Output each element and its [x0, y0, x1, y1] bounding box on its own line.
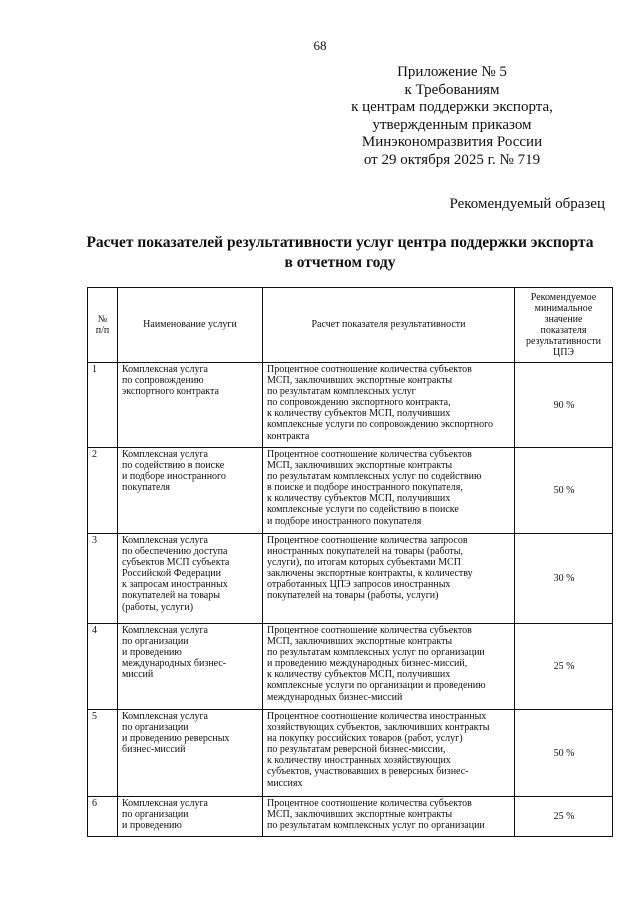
cell-line: к количеству субъектов МСП, получивших	[267, 493, 451, 505]
table-row	[88, 363, 613, 448]
header-calc	[263, 288, 515, 363]
cell-line: экспортного контракта	[122, 386, 219, 398]
results-table	[87, 287, 613, 837]
title-line: Расчет показателей результативности услуг центра поддержки экспорта	[86, 234, 594, 251]
recommended-value: 50 %	[515, 710, 613, 797]
cell-line: к количеству субъектов МСП, получивших	[267, 669, 451, 681]
cell-line: значение	[544, 313, 583, 325]
cell-line: Комплексная услуга	[122, 625, 208, 636]
cell-line: международных бизнес-	[122, 658, 227, 670]
cell-line: по организации	[122, 809, 189, 821]
cell-line: ЦПЭ	[552, 347, 575, 359]
cell-line: по содействию в поиске	[122, 460, 225, 472]
cell-line: МСП, заключивших экспортные контракты	[267, 636, 453, 648]
cell-line: Комплексная услуга	[122, 798, 208, 809]
cell-line: иностранных покупателей на товары (работы,	[267, 546, 464, 558]
service-name	[118, 363, 263, 448]
cell-line: минимальное	[534, 302, 593, 314]
table-row	[88, 624, 613, 710]
cell-line: и проведению международных бизнес-миссий,	[267, 658, 468, 670]
appendix-line: от 29 октября 2025 г. № 719	[363, 151, 541, 168]
indicator-calculation	[263, 448, 515, 534]
cell-line: по результатам комплексных услуг по организации	[267, 647, 485, 659]
appendix-line: Приложение № 5	[397, 64, 507, 80]
appendix-line: к центрам поддержки экспорта,	[351, 99, 553, 115]
cell-line: МСП, заключивших экспортные контракты	[267, 809, 453, 821]
header-value	[515, 288, 613, 363]
cell-line: Российской Федерации	[122, 568, 222, 580]
row-number: 1	[88, 363, 118, 448]
cell-line: бизнес-миссий	[122, 744, 186, 756]
cell-line: к количеству субъектов МСП, получивших	[267, 408, 451, 420]
appendix-line: Минэкономразвития России	[361, 134, 543, 150]
cell-line: (работы, услуги)	[122, 601, 194, 613]
cell-line: Комплексная услуга	[122, 535, 208, 546]
cell-line: и подборе иностранного	[122, 471, 226, 483]
cell-line: по результатам комплексных услуг	[267, 386, 416, 398]
cell-line: МСП, заключивших экспортные контракты	[267, 460, 453, 472]
cell-line: Процентное соотношение количества субъектов	[267, 625, 472, 636]
cell-line: Комплексная услуга	[122, 449, 208, 460]
table-header-row	[88, 288, 613, 363]
cell-line: по обеспечению доступа	[122, 546, 228, 558]
cell-line: миссий	[122, 669, 154, 681]
cell-line: комплексные услуги по организации и проведению	[267, 680, 486, 692]
cell-line: услуги), по итогам которых субъектами МСП	[267, 557, 461, 569]
cell-line: п/п	[95, 325, 110, 336]
cell-line: в поиске и подборе иностранного покупателя,	[267, 482, 463, 494]
cell-line: Процентное соотношение количества запросов	[267, 535, 468, 546]
cell-line: международных бизнес-миссий	[267, 691, 403, 703]
cell-line: покупателей на товары	[122, 590, 220, 602]
cell-line: Комплексная услуга	[122, 364, 208, 375]
cell-line: к запросам иностранных	[122, 579, 228, 591]
cell-line: показателя	[540, 325, 587, 336]
indicator-calculation	[263, 534, 515, 624]
table-body	[88, 363, 613, 837]
service-name	[118, 797, 263, 837]
appendix-line: утвержденным приказом	[372, 116, 532, 133]
cell-line: и проведению	[122, 647, 182, 659]
cell-line: Процентное соотношение количества субъектов	[267, 798, 472, 809]
cell-line: Процентное соотношение количества субъектов	[267, 364, 472, 375]
cell-line: по результатам комплексных услуг по организации	[267, 820, 485, 832]
cell-line: на покупку российских товаров (работ, услуг)	[267, 733, 463, 745]
appendix-line: к Требованиям	[404, 81, 500, 98]
row-number: 6	[88, 797, 118, 837]
cell-line: по организации	[122, 636, 189, 648]
appendix-note	[322, 64, 582, 169]
page-number: 68	[313, 38, 327, 53]
row-number: 5	[88, 710, 118, 797]
cell-line: покупателя	[122, 482, 170, 494]
recommended-value: 25 %	[515, 624, 613, 710]
cell-line: по организации	[122, 722, 189, 734]
cell-line: Рекомендуемое	[530, 291, 597, 303]
cell-line: результативности	[526, 336, 601, 348]
cell-line: №	[97, 313, 108, 325]
indicator-calculation	[263, 710, 515, 797]
service-name	[118, 534, 263, 624]
cell-line: отработанных ЦПЭ запросов иностранных	[267, 579, 451, 591]
recommended-value: 25 %	[515, 797, 613, 837]
document-title	[60, 233, 620, 273]
cell-line: МСП, заключивших экспортные контракты	[267, 375, 453, 387]
row-number: 4	[88, 624, 118, 710]
recommended-value: 30 %	[515, 534, 613, 624]
cell-line: заключены экспортные контракты, к количеству	[267, 568, 473, 580]
cell-line: и проведению реверсных	[122, 733, 230, 745]
cell-line: контракта	[267, 430, 310, 442]
cell-line: хозяйствующих субъектов, заключивших контракты	[267, 722, 490, 734]
table-row	[88, 534, 613, 624]
cell-line: комплексные услуги по сопровождению экспортного	[267, 419, 493, 431]
cell-line: комплексные услуги по содействию в поиске	[267, 504, 459, 516]
cell-line: покупателей на товары (работы, услуги)	[267, 590, 439, 602]
cell-line: по сопровождению	[122, 375, 204, 387]
cell-line: субъектов, участвовавших в реверсных бизнес-	[267, 766, 469, 778]
cell-line: Процентное соотношение количества иностранных	[267, 711, 487, 722]
cell-line: Расчет показателя результативности	[311, 319, 466, 331]
title-line: в отчетном году	[284, 254, 396, 271]
cell-line: по результатам реверсной бизнес-миссии,	[267, 744, 446, 756]
cell-line: Комплексная услуга	[122, 711, 208, 722]
row-number: 2	[88, 448, 118, 534]
service-name	[118, 624, 263, 710]
indicator-calculation	[263, 624, 515, 710]
row-number: 3	[88, 534, 118, 624]
cell-line: к количеству иностранных хозяйствующих	[267, 755, 451, 767]
recommended-value: 90 %	[515, 363, 613, 448]
cell-line: миссиях	[267, 777, 303, 789]
cell-line: Процентное соотношение количества субъектов	[267, 449, 472, 460]
indicator-calculation	[263, 363, 515, 448]
cell-line: по результатам комплексных услуг по содействию	[267, 471, 482, 483]
sample-label: Рекомендуемый образец	[449, 196, 605, 212]
cell-line: Наименование услуги	[143, 319, 237, 331]
service-name	[118, 710, 263, 797]
cell-line: по сопровождению экспортного контракта,	[267, 397, 451, 409]
header-name	[118, 288, 263, 363]
service-name	[118, 448, 263, 534]
cell-line: и подборе иностранного покупателя	[267, 515, 422, 527]
indicator-calculation	[263, 797, 515, 837]
cell-line: и проведению	[122, 820, 182, 832]
table-row	[88, 710, 613, 797]
recommended-value: 50 %	[515, 448, 613, 534]
table-row	[88, 448, 613, 534]
cell-line: субъектов МСП субъекта	[122, 557, 230, 569]
table-row	[88, 797, 613, 837]
header-num	[88, 288, 118, 363]
